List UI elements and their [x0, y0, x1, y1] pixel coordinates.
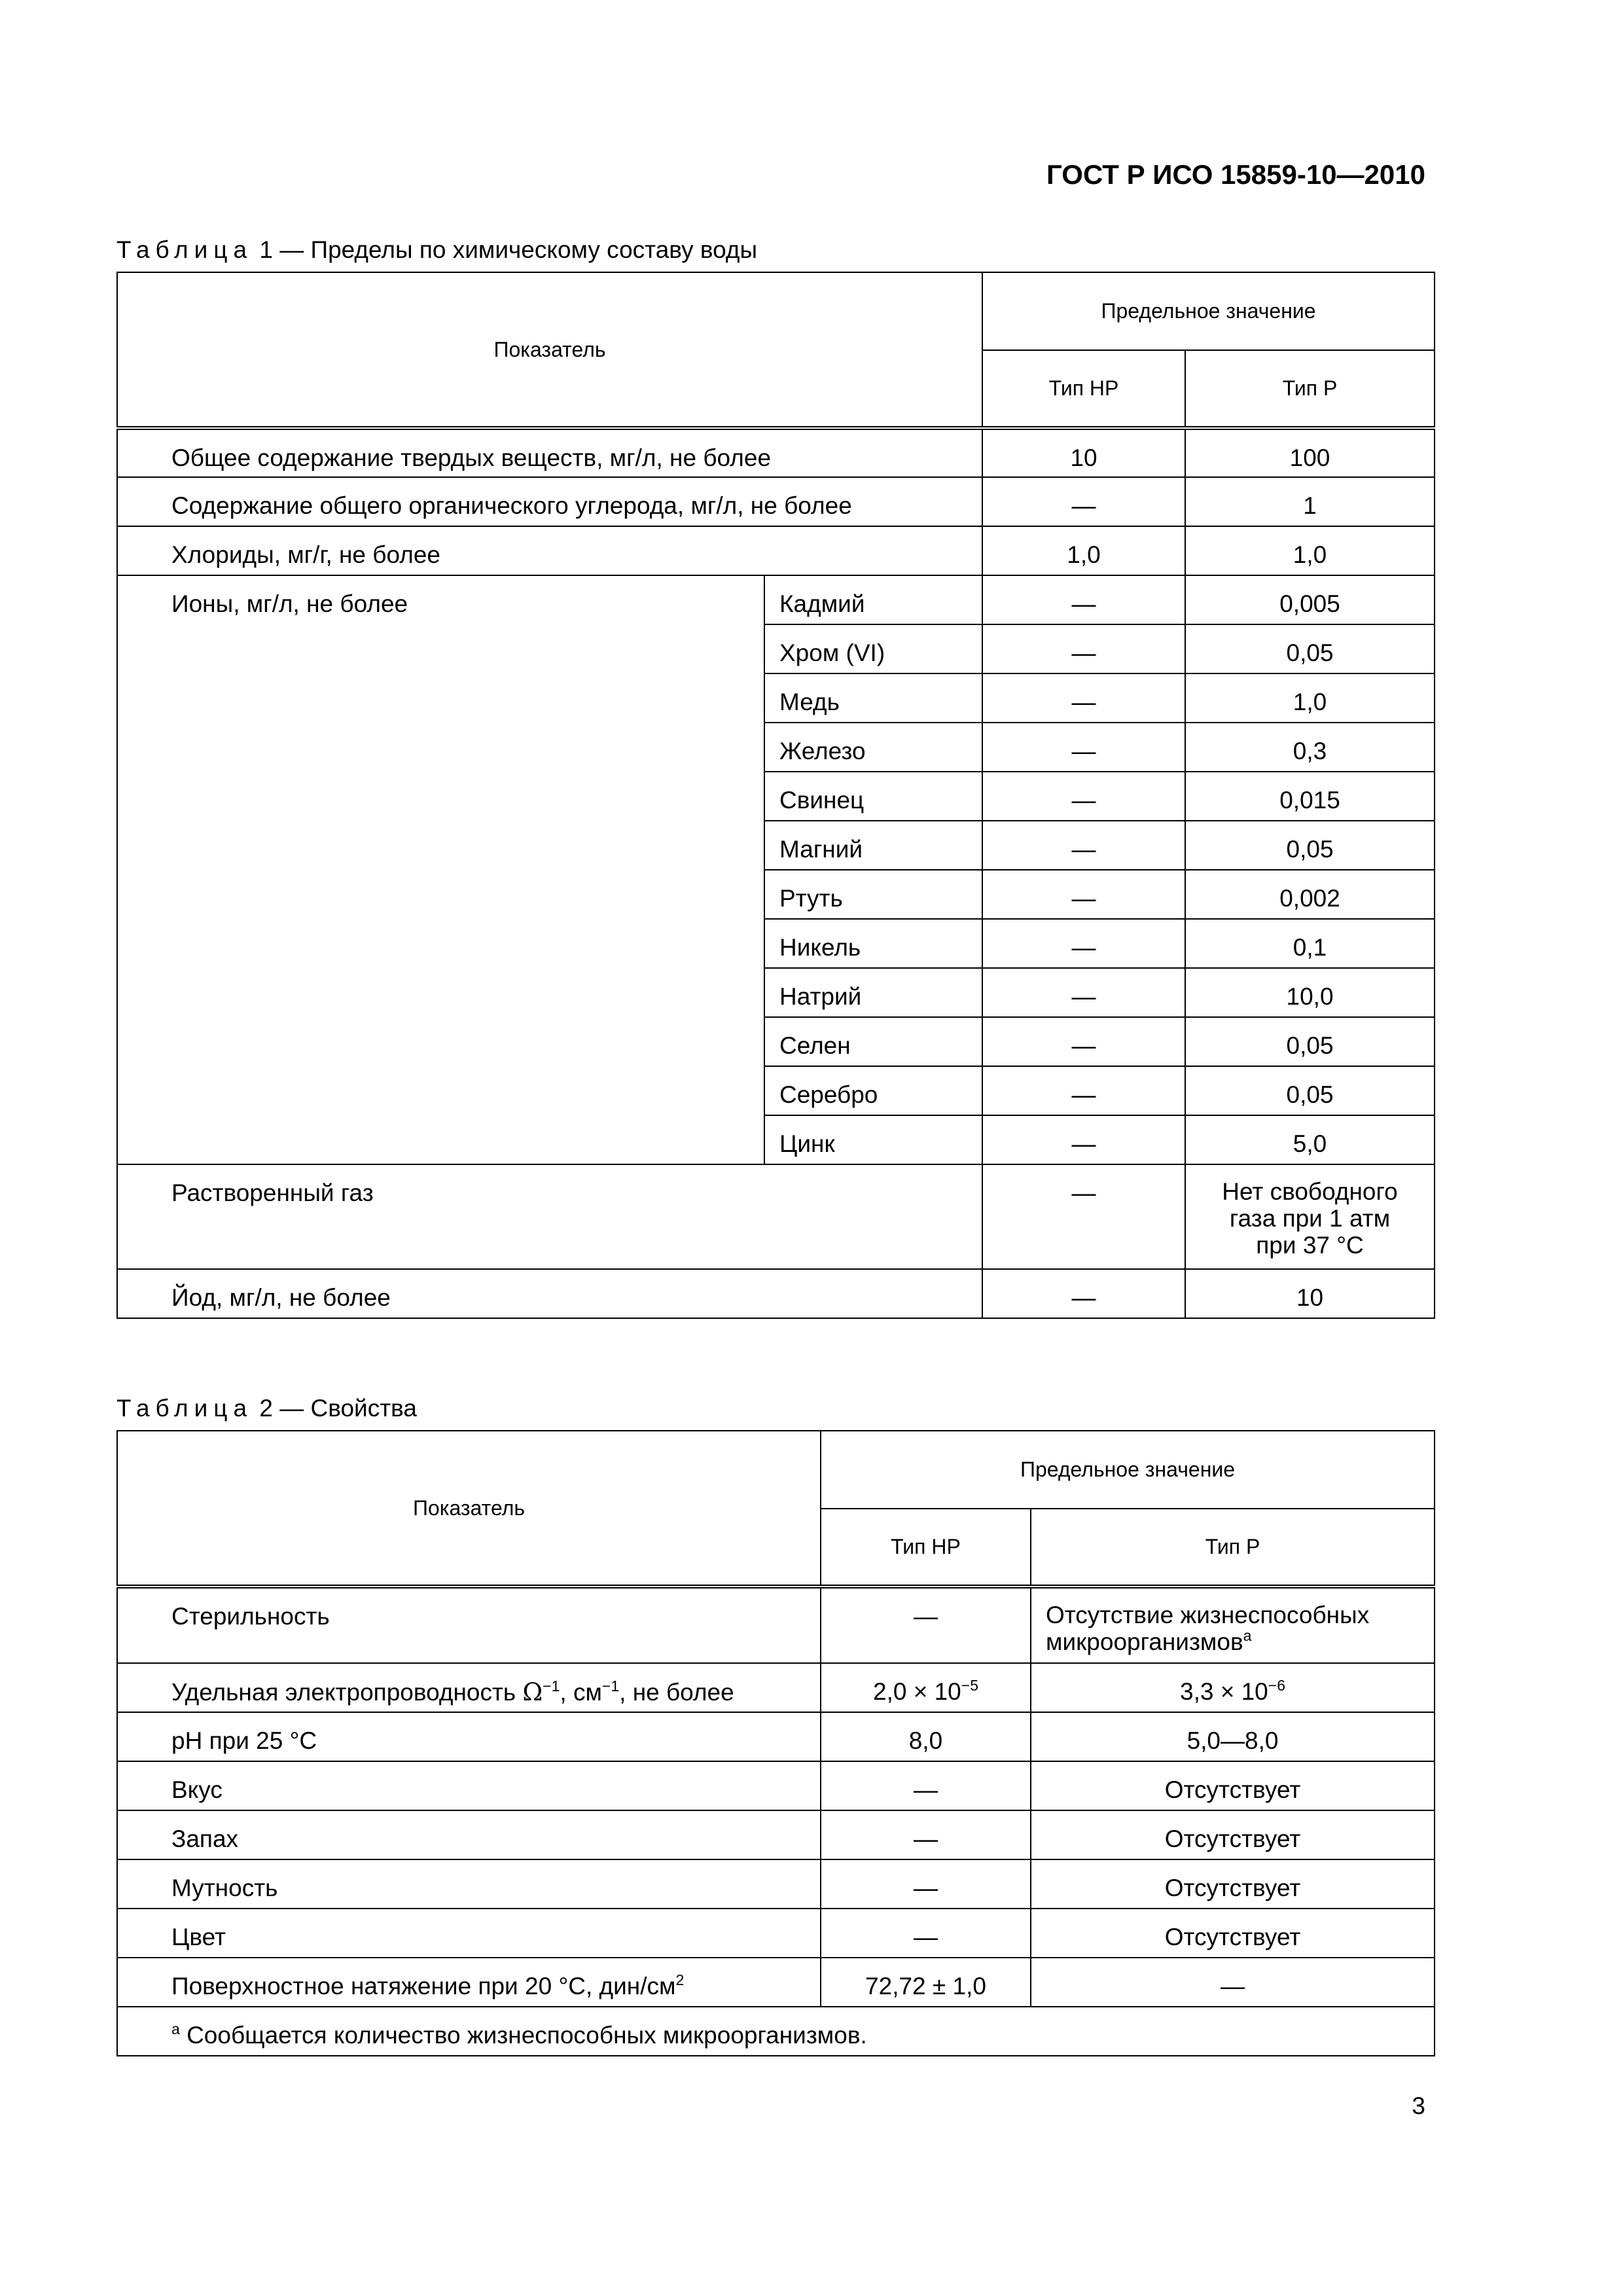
table-footnote: $^а$ Сообщается количество жизнеспособных микроорганизмов.	[117, 2007, 1435, 2056]
table1-caption-word: Таблица	[116, 236, 253, 263]
table1-header-type-p: Тип Р	[1185, 350, 1435, 428]
table2-header-indicator: Показатель	[117, 1431, 821, 1587]
table-row: Ртуть — 0,002	[117, 870, 1435, 919]
table-row: Поверхностное натяжение при 20 °С, дин/$см^2$ 72,72 ± 1,0 —	[117, 1958, 1435, 2007]
table-row: Мутность — Отсутствует	[117, 1859, 1435, 1909]
table-row: Хром (VI) — 0,05	[117, 624, 1435, 673]
table-row: Стерильность — Отсутствие жизнеспособных микроорганизмов$^а$	[117, 1587, 1435, 1663]
table1	[116, 272, 1435, 1319]
table-row: Цвет — Отсутствует	[117, 1909, 1435, 1958]
table-row: Серебро — 0,05	[117, 1066, 1435, 1115]
conductivity-label: Удельная электропроводность $\Omega^{-1}$, $см^{-1}$, не более	[117, 1663, 821, 1712]
table-row: Хлориды, мг/г, не более 1,0 1,0	[117, 526, 1435, 575]
table-row: Магний — 0,05	[117, 821, 1435, 870]
table-row: Цинк — 5,0	[117, 1115, 1435, 1164]
table-row: Селен — 0,05	[117, 1017, 1435, 1066]
table-row: Медь — 1,0	[117, 673, 1435, 723]
table-row: Вкус — Отсутствует	[117, 1761, 1435, 1810]
table1-header-type-np: Тип НР	[982, 350, 1185, 428]
table-row: Никель — 0,1	[117, 919, 1435, 968]
page-number: 3	[1412, 2092, 1425, 2119]
document-standard-code: ГОСТ Р ИСО 15859-10—2010	[1046, 159, 1425, 190]
table2-header-type-np: Тип НР	[821, 1509, 1031, 1587]
table-row: Свинец — 0,015	[117, 772, 1435, 821]
table-row: Железо — 0,3	[117, 723, 1435, 772]
table1-caption-text: 1 — Пределы по химическому составу воды	[259, 236, 758, 263]
table-row: Ионы, мг/л, не более Кадмий — 0,005	[117, 575, 1435, 624]
table2	[116, 1430, 1435, 2056]
table-row: Запах — Отсутствует	[117, 1810, 1435, 1859]
table-row: Растворенный газ — Нет свободного газа при 1 атм при 37 °С	[117, 1164, 1435, 1269]
footnote-mark: а	[1243, 1627, 1252, 1644]
ions-label: Ионы, мг/л, не более	[117, 575, 764, 1164]
table2-caption-text: 2 — Свойства	[259, 1395, 417, 1422]
table1-header-limit: Предельное значение	[982, 272, 1435, 350]
table2-caption-word: Таблица	[116, 1395, 253, 1422]
table-row: Натрий — 10,0	[117, 968, 1435, 1017]
table1-header-indicator: Показатель	[117, 272, 982, 428]
table-row: рН при 25 °С 8,0 5,0—8,0	[117, 1712, 1435, 1761]
table-row: Йод, мг/л, не более — 10	[117, 1269, 1435, 1318]
table2-header-limit: Предельное значение	[821, 1431, 1435, 1509]
table1-caption	[116, 236, 757, 264]
sterility-limit: Отсутствие жизнеспособных микроорганизмов$^а$	[1031, 1587, 1435, 1663]
table2-header-type-p: Тип Р	[1031, 1509, 1435, 1587]
dissolved-gas-limit: Нет свободного газа при 1 атм при 37 °С	[1185, 1164, 1435, 1269]
table-row: Общее содержание твердых веществ, мг/л, не более 10 100	[117, 428, 1435, 477]
table-row: Содержание общего органического углерода, мг/л, не более — 1	[117, 477, 1435, 526]
table-footnote-row	[117, 2007, 1435, 2056]
table-row: Удельная электропроводность $\Omega^{-1}$, $см^{-1}$, не более $2,0 \times 10^{-5}$ $3,3 \times 10^{-6}$	[117, 1663, 1435, 1712]
table2-caption	[116, 1395, 417, 1422]
